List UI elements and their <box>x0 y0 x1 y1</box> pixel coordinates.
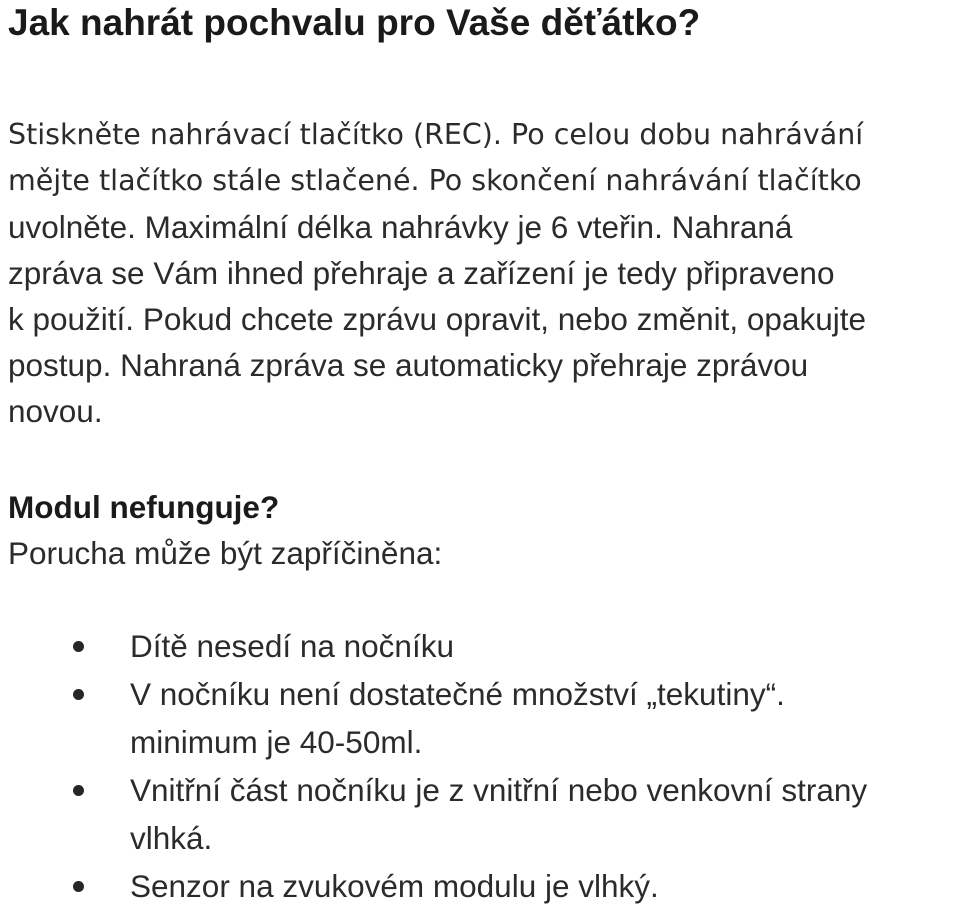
bullet-icon <box>73 689 84 700</box>
list-item-text: V nočníku není dostatečné množství „tekutiny“. <box>130 676 785 712</box>
list-item-text: vlhká. <box>130 820 213 856</box>
paragraph-line: mějte tlačítko stále stlačené. Po skončení nahrávání tlačítko <box>8 164 862 197</box>
bullet-icon <box>73 881 84 892</box>
paragraph-line: novou. <box>8 393 103 429</box>
troubleshoot-title: Modul nefunguje? <box>8 489 280 525</box>
paragraph-line: uvolněte. Maximální délka nahrávky je 6 vteřin. Nahraná <box>8 209 793 245</box>
list-item <box>0 766 960 862</box>
paragraph-line: postup. Nahraná zpráva se automaticky přehraje zprávou <box>8 347 809 383</box>
cause-intro: Porucha může být zapříčiněna: <box>8 535 443 571</box>
list-item-text: Dítě nesedí na nočníku <box>130 628 454 664</box>
list-item-text: minimum je 40-50ml. <box>130 724 423 760</box>
list-item-text: Senzor na zvukovém modulu je vlhký. <box>130 868 659 904</box>
paragraph-line: Stiskněte nahrávací tlačítko (REC). Po celou dobu nahrávání <box>8 118 864 151</box>
list-item-text: Vnitřní část nočníku je z vnitřní nebo venkovní strany <box>130 772 868 808</box>
instructions-paragraph <box>8 112 958 434</box>
list-item <box>0 670 960 766</box>
bullet-icon <box>73 785 84 796</box>
paragraph-line: zpráva se Vám ihned přehraje a zařízení je tedy připraveno <box>8 255 835 291</box>
bullet-icon <box>73 641 84 652</box>
page-title: Jak nahrát pochvalu pro Vaše děťátko? <box>8 2 701 43</box>
cause-list <box>0 622 960 910</box>
list-item <box>0 862 960 910</box>
paragraph-line: k použití. Pokud chcete zprávu opravit, nebo změnit, opakujte <box>8 301 866 337</box>
list-item <box>0 622 960 670</box>
